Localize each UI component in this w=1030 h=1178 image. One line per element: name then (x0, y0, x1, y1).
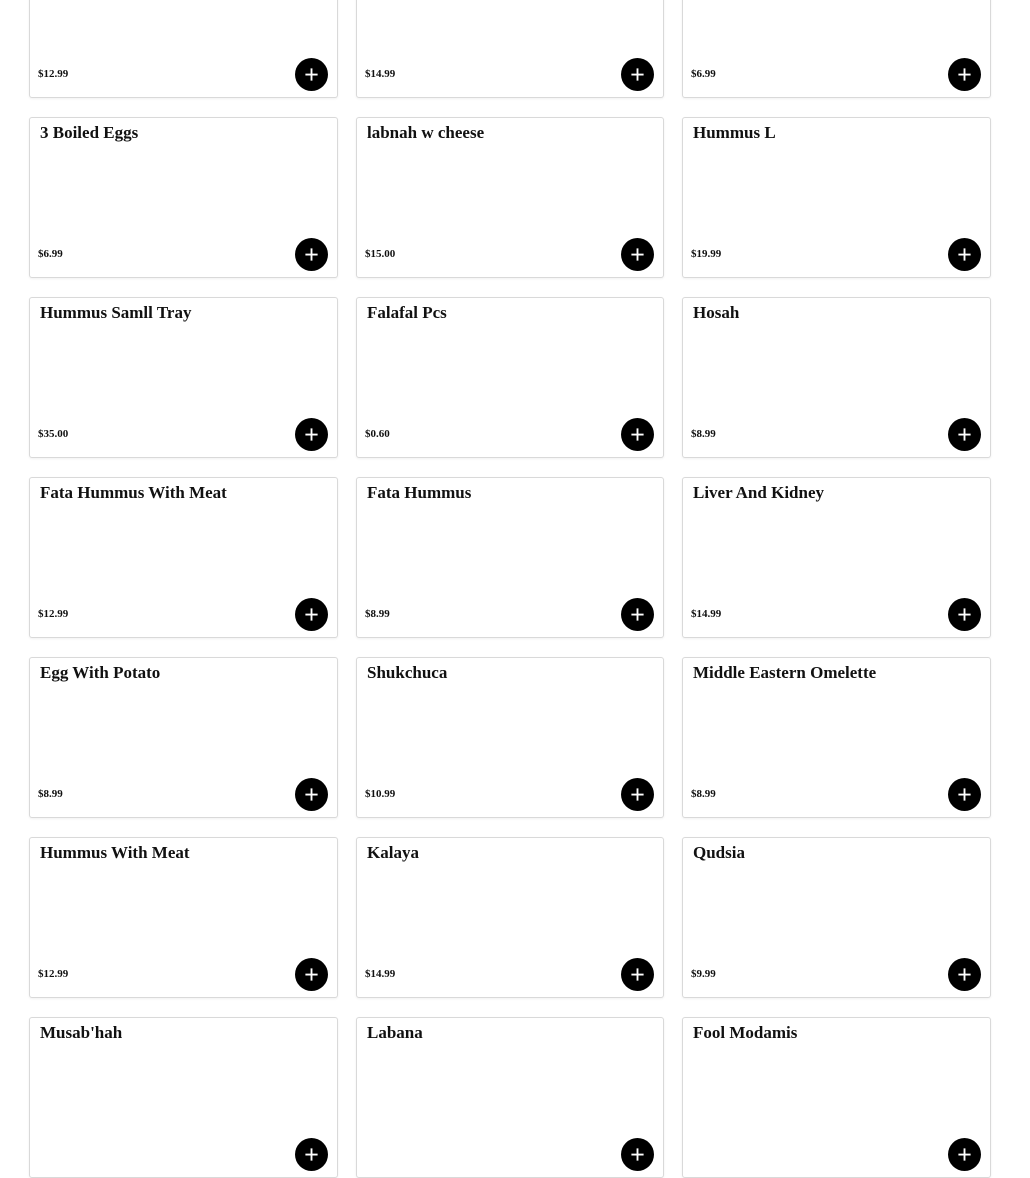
menu-item-price: $19.99 (691, 248, 722, 260)
menu-item-price: $14.99 (365, 68, 396, 80)
menu-item-price: $6.99 (691, 68, 716, 80)
menu-item-card[interactable] (29, 117, 338, 278)
menu-item-name: Musab'hah (40, 1023, 123, 1042)
add-to-cart-button[interactable] (621, 1138, 654, 1171)
menu-item-name: Hummus Samll Tray (40, 303, 192, 322)
add-to-cart-button[interactable] (621, 238, 654, 271)
menu-item-price: $14.99 (365, 968, 396, 980)
plus-icon (304, 427, 319, 442)
add-to-cart-button[interactable] (295, 58, 328, 91)
add-to-cart-button[interactable] (621, 598, 654, 631)
add-to-cart-button[interactable] (295, 1138, 328, 1171)
menu-item-name: Middle Eastern Omelette (693, 663, 877, 682)
add-to-cart-button[interactable] (295, 238, 328, 271)
menu-item-price: $8.99 (38, 788, 63, 800)
menu-item-card[interactable] (29, 0, 338, 98)
menu-item-name: Shukchuca (367, 663, 448, 682)
menu-item-card[interactable] (29, 657, 338, 818)
menu-item-price: $14.99 (691, 608, 722, 620)
plus-icon (304, 607, 319, 622)
add-to-cart-button[interactable] (948, 238, 981, 271)
add-to-cart-button[interactable] (295, 958, 328, 991)
plus-icon (957, 247, 972, 262)
menu-item-name: Hosah (693, 303, 740, 322)
plus-icon (304, 67, 319, 82)
menu-item-name: Qudsia (693, 843, 745, 862)
menu-item-name: labnah w cheese (367, 123, 485, 142)
plus-icon (304, 1147, 319, 1162)
plus-icon (630, 427, 645, 442)
add-to-cart-button[interactable] (295, 598, 328, 631)
menu-item-price: $15.00 (365, 248, 396, 260)
add-to-cart-button[interactable] (295, 778, 328, 811)
menu-item-card[interactable] (682, 477, 991, 638)
plus-icon (304, 247, 319, 262)
add-to-cart-button[interactable] (948, 418, 981, 451)
menu-item-card[interactable] (29, 1017, 338, 1178)
menu-item-price: $6.99 (38, 248, 63, 260)
menu-item-price: $9.99 (691, 968, 716, 980)
menu-item-card[interactable] (682, 1017, 991, 1178)
menu-item-card[interactable] (356, 657, 664, 818)
plus-icon (957, 607, 972, 622)
menu-item-name: 3 Boiled Eggs (40, 123, 139, 142)
plus-icon (957, 967, 972, 982)
menu-item-price: $12.99 (38, 968, 69, 980)
menu-item-card[interactable] (29, 837, 338, 998)
plus-icon (957, 427, 972, 442)
menu-item-name: Hummus L (693, 123, 776, 142)
add-to-cart-button[interactable] (948, 598, 981, 631)
menu-items-grid (29, 0, 991, 1178)
plus-icon (630, 247, 645, 262)
menu-item-price: $10.99 (365, 788, 396, 800)
add-to-cart-button[interactable] (948, 958, 981, 991)
plus-icon (630, 67, 645, 82)
menu-item-name: Kalaya (367, 843, 419, 862)
add-to-cart-button[interactable] (948, 778, 981, 811)
plus-icon (630, 787, 645, 802)
menu-item-price: $0.60 (365, 428, 390, 440)
menu-item-price: $8.99 (365, 608, 390, 620)
menu-item-price: $8.99 (691, 428, 716, 440)
menu-item-name: Fool Modamis (693, 1023, 798, 1042)
menu-item-name: Fata Hummus With Meat (40, 483, 227, 502)
add-to-cart-button[interactable] (621, 418, 654, 451)
add-to-cart-button[interactable] (295, 418, 328, 451)
plus-icon (957, 1147, 972, 1162)
menu-item-price: $12.99 (38, 608, 69, 620)
menu-item-card[interactable] (356, 117, 664, 278)
menu-item-card[interactable] (356, 0, 664, 98)
menu-item-card[interactable] (356, 1017, 664, 1178)
menu-item-card[interactable] (682, 657, 991, 818)
menu-item-card[interactable] (356, 297, 664, 458)
menu-item-card[interactable] (682, 117, 991, 278)
menu-item-card[interactable] (29, 477, 338, 638)
plus-icon (304, 787, 319, 802)
plus-icon (630, 607, 645, 622)
add-to-cart-button[interactable] (621, 58, 654, 91)
menu-item-price: $12.99 (38, 68, 69, 80)
plus-icon (630, 967, 645, 982)
plus-icon (957, 67, 972, 82)
menu-item-card[interactable] (356, 477, 664, 638)
plus-icon (957, 787, 972, 802)
plus-icon (630, 1147, 645, 1162)
menu-item-name: Fata Hummus (367, 483, 472, 502)
add-to-cart-button[interactable] (621, 958, 654, 991)
menu-item-card[interactable] (682, 297, 991, 458)
plus-icon (304, 967, 319, 982)
menu-item-name: Liver And Kidney (693, 483, 824, 502)
add-to-cart-button[interactable] (948, 58, 981, 91)
menu-item-card[interactable] (29, 297, 338, 458)
menu-item-card[interactable] (682, 0, 991, 98)
add-to-cart-button[interactable] (948, 1138, 981, 1171)
menu-item-name: Egg With Potato (40, 663, 161, 682)
menu-item-price: $8.99 (691, 788, 716, 800)
menu-item-name: Hummus With Meat (40, 843, 190, 862)
menu-item-card[interactable] (356, 837, 664, 998)
menu-item-price: $35.00 (38, 428, 69, 440)
menu-item-card[interactable] (682, 837, 991, 998)
menu-item-name: Labana (367, 1023, 423, 1042)
menu-item-name: Falafal Pcs (367, 303, 447, 322)
add-to-cart-button[interactable] (621, 778, 654, 811)
